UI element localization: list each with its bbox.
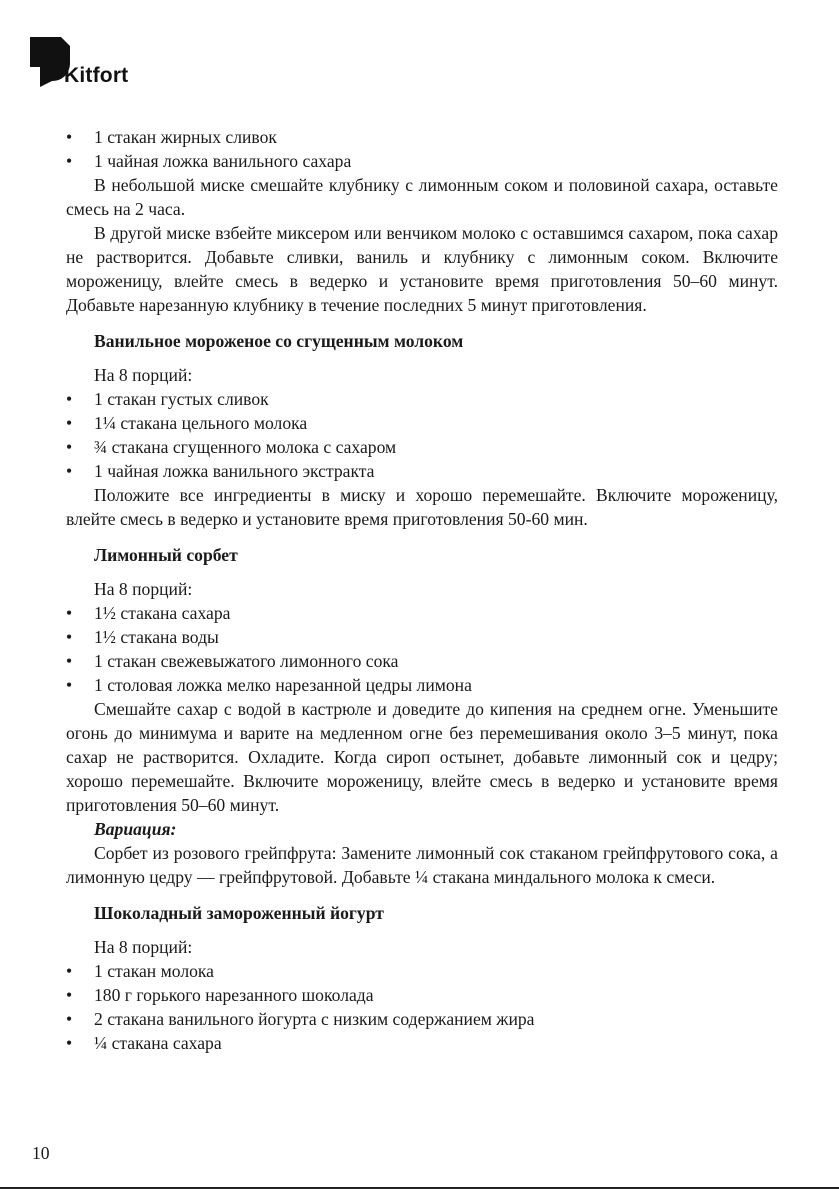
ingredient-item: • 1½ стакана воды xyxy=(66,625,778,649)
recipe-heading: Лимонный сорбет xyxy=(94,545,238,565)
logo-wordmark: Kitfort xyxy=(64,64,129,87)
servings-label: На 8 порций: xyxy=(94,365,193,385)
recipe-heading: Ванильное мороженое со сгущенным молоком xyxy=(94,331,464,351)
ingredient-item: • 1 стакан жирных сливок xyxy=(66,125,778,149)
paragraph: Сорбет из розового грейпфрута: Замените лимонный сок стаканом грейпфрутового сока, а лимонную цедру — грейпфрутовой. Добавьте ¼ стакана миндального молока к смеси. xyxy=(66,843,778,887)
page-number: 10 xyxy=(32,1143,50,1163)
kitfort-logo xyxy=(30,37,150,89)
paragraph: Положите все ингредиенты в миску и хорошо перемешайте. Включите мороженицу, влейте смесь в ведерко и установите время приготовления 50-60 мин. xyxy=(66,485,778,529)
recipe-heading: Шоколадный замороженный йогурт xyxy=(94,903,384,923)
ingredient-item: • 1½ стакана сахара xyxy=(66,601,778,625)
ingredient-item: • ¼ стакана сахара xyxy=(66,1031,778,1055)
recipe-content xyxy=(66,125,778,1055)
ingredient-item: • 2 стакана ванильного йогурта с низким содержанием жира xyxy=(66,1007,778,1031)
paragraph: В небольшой миске смешайте клубнику с лимонным соком и половиной сахара, оставьте смесь на 2 часа. xyxy=(66,175,778,219)
ingredient-item: • 180 г горького нарезанного шоколада xyxy=(66,983,778,1007)
variation-label: Вариация: xyxy=(94,819,177,839)
ingredient-item: • ¾ стакана сгущенного молока с сахаром xyxy=(66,435,778,459)
ingredient-item: • 1¼ стакана цельного молока xyxy=(66,411,778,435)
paragraph: Смешайте сахар с водой в кастрюле и доведите до кипения на среднем огне. Уменьшите огонь до минимума и варите на медленном огне без перемешивания около 3–5 минут, пока сахар не растворится. Охладите. Когда сироп остынет, добавьте лимонный сок и цедру; хорошо перемешайте. Включите мороженицу, влейте смесь в ведерко и установите время приготовления 50–60 минут. xyxy=(66,699,778,815)
ingredient-item: • 1 стакан молока xyxy=(66,959,778,983)
paragraph: В другой миске взбейте миксером или венчиком молоко с оставшимся сахаром, пока сахар не растворится. Добавьте сливки, ваниль и клубнику с лимонным соком. Включите мороженицу, влейте смесь в ведерко и установите время приготовления 50–60 минут. Добавьте нарезанную клубнику в течение последних 5 минут приготовления. xyxy=(66,223,778,315)
servings-label: На 8 порций: xyxy=(94,579,193,599)
ingredient-item: • 1 стакан густых сливок xyxy=(66,387,778,411)
ingredient-item: • 1 стакан свежевыжатого лимонного сока xyxy=(66,649,778,673)
servings-label: На 8 порций: xyxy=(94,937,193,957)
ingredient-item: • 1 чайная ложка ванильного экстракта xyxy=(66,459,778,483)
ingredient-item: • 1 чайная ложка ванильного сахара xyxy=(66,149,778,173)
ingredient-item: • 1 столовая ложка мелко нарезанной цедры лимона xyxy=(66,673,778,697)
